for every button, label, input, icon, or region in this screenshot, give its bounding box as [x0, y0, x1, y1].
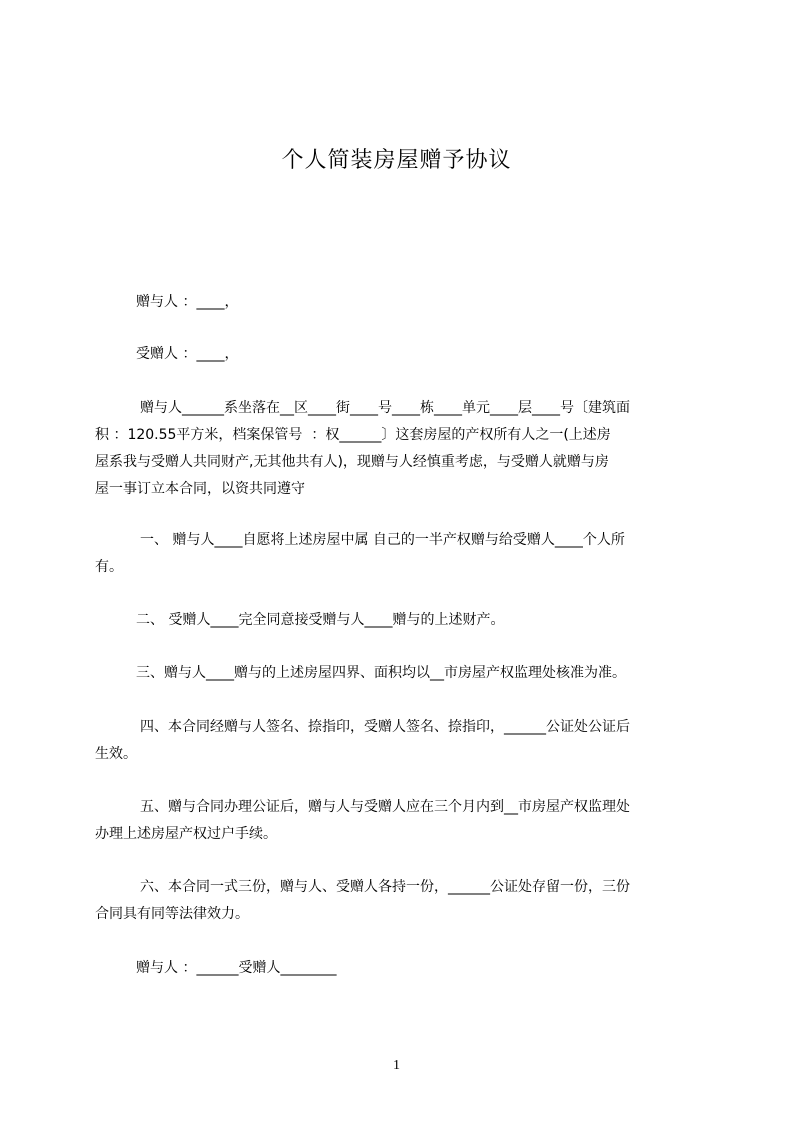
intro-line: 积 ：120.55平方米，档案保管号 ：权______〕这套房屋的产权所有人之一(上述房 — [95, 427, 611, 443]
donor-line: 赠与人 ：____， — [136, 294, 239, 310]
clause-line: 有。 — [95, 559, 123, 575]
donee-line: 受赠人 ：____， — [136, 346, 239, 362]
page-title: 个人简装房屋赠予协议 — [281, 148, 512, 173]
clause-line: 办理上述房屋产权过户手续。 — [95, 826, 277, 842]
page-number: 1 — [393, 1058, 400, 1073]
clause-line: 一、 赠与人____自愿将上述房屋中属 自己的一半产权赠与给受赠人____个人所 — [140, 532, 625, 548]
clause-line: 生效。 — [95, 746, 137, 762]
clause-line: 六、本合同一式三份，赠与人、受赠人各持一份，______公证处存留一份，三份 — [140, 879, 630, 895]
intro-line: 赠与人______系坐落在__区____街____号____栋____单元____层____号〔建筑面 — [140, 400, 630, 416]
intro-line: 屋系我与受赠人共同财产,无其他共有人)，现赠与人经慎重考虑，与受赠人就赠与房 — [95, 454, 609, 470]
intro-line: 屋一事订立本合同，以资共同遵守 — [95, 481, 305, 497]
clause-line: 五、赠与合同办理公证后，赠与人与受赠人应在三个月内到__市房屋产权监理处 — [140, 799, 630, 815]
clause-3: 三、赠与人____赠与的上述房屋四界、面积均以__市房屋产权监理处核准为准。 — [136, 665, 626, 681]
signature-line: 赠与人 ：______受赠人________ — [136, 960, 337, 976]
clause-2: 二、 受赠人____完全同意接受赠与人____赠与的上述财产。 — [136, 612, 505, 628]
clause-line: 四、本合同经赠与人签名、捺指印，受赠人签名、捺指印，______公证处公证后 — [140, 719, 630, 735]
clause-line: 合同具有同等法律效力。 — [95, 906, 249, 922]
